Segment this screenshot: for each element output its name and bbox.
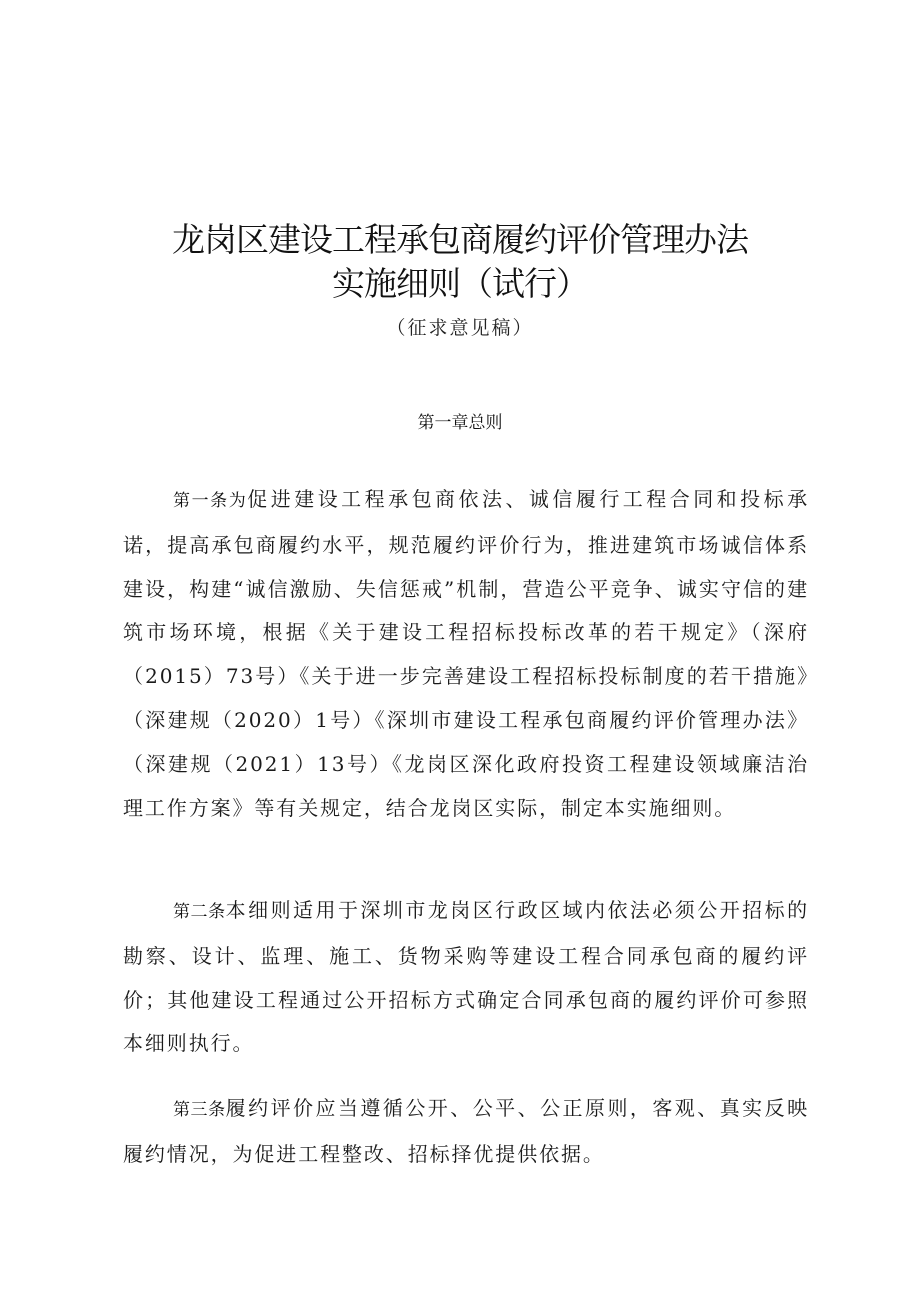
article-3-text: 履约评价应当遵循公开、公平、公正原则，客观、真实反映履约情况，为促进工程整改、招标择优提供依据。 [123,1096,809,1166]
article-2 [123,889,809,1066]
article-1 [123,478,809,830]
article-3-label: 第三条 [173,1100,226,1120]
document-subtitle: （征求意见稿） [386,317,534,339]
article-1-label: 第一条为 [173,491,248,511]
article-2-text: 本细则适用于深圳市龙岗区行政区域内依法必须公开招标的勘察、设计、监理、施工、货物采购等建设工程合同承包商的履约评价；其他建设工程通过公开招标方式确定合同承包商的履约评价可参照本细则执行。 [123,898,809,1056]
article-2-label: 第二条 [173,902,226,922]
article-3 [123,1087,809,1177]
document-title-line-2: 实施细则（试行） [332,264,588,303]
document-title-line-1: 龙岗区建设工程承包商履约评价管理办法 [172,220,748,259]
article-1-text: 促进建设工程承包商依法、诚信履行工程合同和投标承诺，提高承包商履约水平，规范履约评价行为，推进建筑市场诚信体系建设，构建“诚信激励、失信惩戒”机制，营造公平竞争、诚实守信的建筑市场环境，根据《关于建设工程招标投标改革的若干规定》（深府（2015）73号）《关于进一步完善建设工程招标投标制度的若干措施》（深建规（2020）1号）《深圳市建设工程承包商履约评价管理办法》（深建规（2021）13号）《龙岗区深化政府投资工程建设领域廉洁治理工作方案》等有关规定，结合龙岗区实际，制定本实施细则。 [123,487,809,820]
chapter-heading: 第一章总则 [417,413,503,433]
